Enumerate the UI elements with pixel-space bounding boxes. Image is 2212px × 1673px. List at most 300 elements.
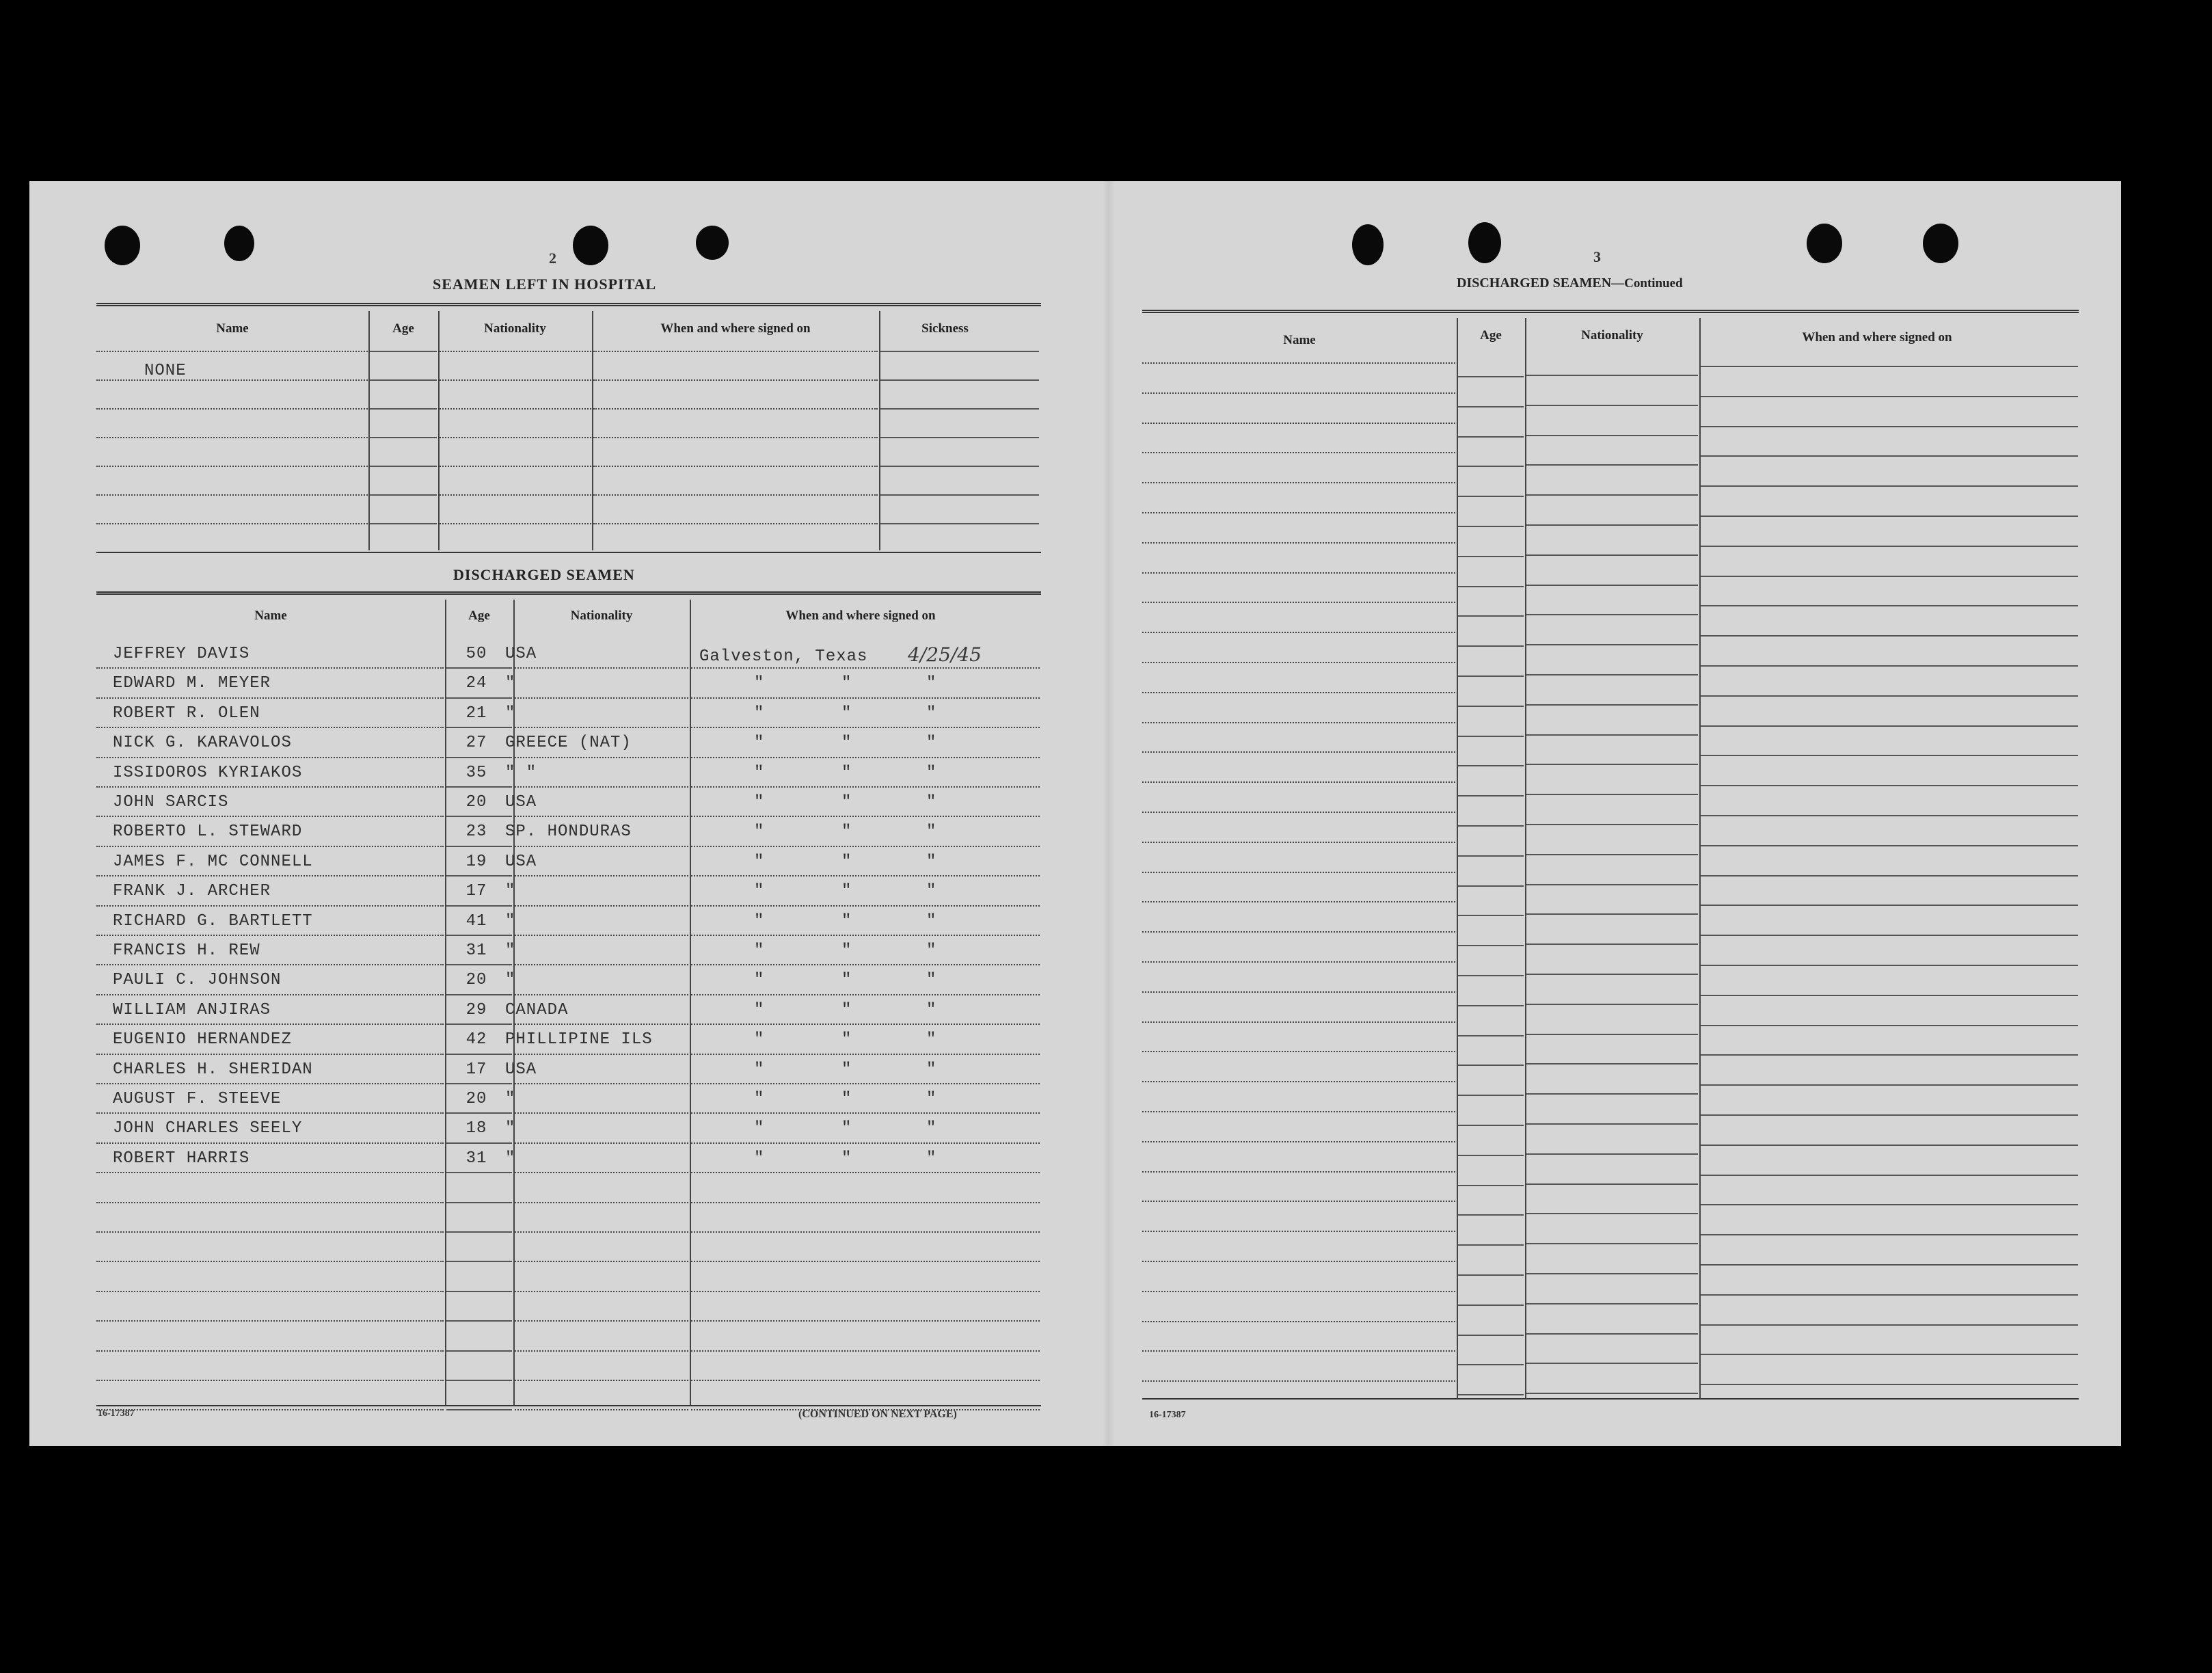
seaman-name: ROBERTO L. STEWARD (113, 822, 303, 841)
discharged-row-line (96, 1112, 444, 1114)
seaman-nationality: " (505, 971, 516, 989)
signed-on-ditto: " (754, 1090, 765, 1108)
signed-on-ditto: " (841, 1090, 852, 1108)
hospital-row-line (96, 494, 368, 496)
punch-hole (696, 226, 729, 260)
signed-on-ditto: " (926, 822, 937, 841)
right-col-age: Age (1480, 328, 1502, 343)
discharged-row-line (446, 757, 512, 758)
right-row-line (1458, 1095, 1524, 1096)
first-signed-on-date: 4/25/45 (908, 643, 982, 666)
discharged-col-age: Age (468, 608, 490, 623)
continued-note: (CONTINUED ON NEXT PAGE) (798, 1408, 957, 1420)
right-row-line (1142, 1261, 1455, 1262)
right-row-line (1142, 602, 1455, 603)
hospital-col-signed-on: When and where signed on (660, 321, 811, 336)
discharged-row-line (96, 727, 444, 728)
right-row-line (1526, 674, 1698, 675)
right-row-line (1701, 1025, 2078, 1026)
seaman-name: JOHN CHARLES SEELY (113, 1119, 303, 1138)
right-row-line (1701, 1354, 2078, 1355)
signed-on-ditto: " (841, 853, 852, 871)
hospital-col-sickness: Sickness (921, 321, 969, 336)
right-row-line (1458, 556, 1524, 557)
right-col-divider (1699, 318, 1701, 1398)
right-row-line (1142, 692, 1455, 693)
right-row-line (1526, 644, 1698, 645)
signed-on-ditto: " (754, 912, 765, 931)
signed-on-ditto: " (754, 882, 765, 900)
signed-on-ditto: " (926, 912, 937, 931)
signed-on-ditto: " (841, 882, 852, 900)
discharged-row-line (691, 1320, 1040, 1322)
seaman-nationality: GREECE (NAT) (505, 734, 632, 752)
right-row-line (1458, 1125, 1524, 1126)
right-row-line (1526, 464, 1698, 466)
right-row-line (1701, 695, 2078, 697)
discharged-row-line (446, 846, 512, 847)
discharged-row-line (446, 1320, 512, 1322)
seaman-age: 20 (466, 793, 487, 812)
hospital-entry: NONE (144, 362, 187, 380)
hospital-row-line (440, 494, 591, 496)
punch-hole (1807, 224, 1842, 263)
discharged-row-line (691, 1023, 1040, 1025)
discharged-row-line (96, 994, 444, 995)
discharged-row-line (96, 964, 444, 965)
hospital-col-age: Age (392, 321, 414, 336)
discharged-col-signed-on: When and where signed on (785, 608, 936, 623)
seaman-age: 24 (466, 674, 487, 693)
seaman-name: JOHN SARCIS (113, 793, 229, 812)
discharged-row-line (446, 964, 512, 965)
signed-on-ditto: " (926, 1119, 937, 1138)
right-row-line (1701, 396, 2078, 397)
hospital-row-line (96, 437, 368, 438)
hospital-bottom-rule (96, 552, 1041, 553)
right-row-line (1701, 995, 2078, 996)
discharged-row-line (446, 697, 512, 699)
signed-on-ditto: " (841, 971, 852, 989)
right-row-line (1142, 961, 1455, 963)
right-row-line (1701, 785, 2078, 786)
signed-on-ditto: " (754, 822, 765, 841)
right-row-line (1142, 632, 1455, 633)
right-row-line (1142, 482, 1455, 483)
page-number: 3 (1593, 248, 1601, 265)
signed-on-ditto: " (754, 704, 765, 723)
discharged-row-line (515, 1231, 688, 1233)
right-row-line (1526, 1333, 1698, 1335)
right-row-line (1526, 614, 1698, 615)
discharged-row-line (515, 875, 688, 876)
right-row-line (1701, 965, 2078, 966)
right-col-divider (1457, 318, 1458, 1398)
signed-on-ditto: " (926, 1060, 937, 1079)
seaman-age: 20 (466, 1090, 487, 1108)
seaman-age: 19 (466, 853, 487, 871)
hospital-row-line (593, 379, 878, 381)
discharged-row-line (515, 1350, 688, 1352)
signed-on-ditto: " (754, 1030, 765, 1049)
right-bottom-rule (1142, 1398, 2079, 1400)
right-row-line (1142, 423, 1455, 424)
hospital-row-line (593, 351, 878, 352)
seaman-name: PAULI C. JOHNSON (113, 971, 282, 989)
right-row-line (1458, 586, 1524, 587)
right-row-line (1526, 764, 1698, 765)
seaman-name: WILLIAM ANJIRAS (113, 1001, 271, 1019)
seaman-name: FRANK J. ARCHER (113, 882, 271, 900)
discharged-row-line (96, 1291, 444, 1292)
hospital-row-line (370, 379, 437, 381)
right-row-line (1701, 605, 2078, 606)
discharged-row-line (96, 846, 444, 847)
page-number: 2 (549, 250, 556, 267)
right-row-line (1458, 496, 1524, 497)
right-row-line (1458, 615, 1524, 617)
signed-on-ditto: " (926, 882, 937, 900)
discharged-col-divider (513, 600, 515, 1405)
signed-on-ditto: " (841, 704, 852, 723)
right-row-line (1526, 1123, 1698, 1125)
discharged-row-line (446, 875, 512, 876)
discharged-row-line (691, 727, 1040, 728)
right-row-line (1142, 1291, 1455, 1292)
hospital-col-divider (368, 311, 370, 550)
signed-on-ditto: " (754, 764, 765, 782)
right-row-line (1142, 722, 1455, 723)
right-row-line (1142, 872, 1455, 873)
right-row-line (1458, 1155, 1524, 1156)
discharged-row-line (515, 816, 688, 817)
discharged-col-divider (690, 600, 691, 1405)
right-row-line (1701, 935, 2078, 936)
signed-on-ditto: " (841, 674, 852, 693)
signed-on-ditto: " (754, 674, 765, 693)
discharged-row-line (446, 1291, 512, 1292)
signed-on-ditto: " (841, 912, 852, 931)
hospital-row-line (370, 437, 437, 438)
right-row-line (1458, 376, 1524, 377)
right-row-line (1458, 526, 1524, 527)
discharged-row-line (446, 994, 512, 995)
right-row-line (1701, 1294, 2078, 1296)
seaman-age: 31 (466, 1149, 487, 1168)
right-row-line (1458, 975, 1524, 976)
right-row-line (1701, 1145, 2078, 1146)
signed-on-ditto: " (926, 941, 937, 960)
signed-on-ditto: " (841, 1119, 852, 1138)
right-row-line (1458, 406, 1524, 407)
right-row-line (1458, 706, 1524, 707)
right-row-line (1458, 1005, 1524, 1006)
discharged-row-line (96, 1350, 444, 1352)
discharged-row-line (691, 1142, 1040, 1144)
right-row-line (1142, 1201, 1455, 1202)
right-row-line (1458, 1364, 1524, 1365)
signed-on-ditto: " (754, 793, 765, 812)
discharged-row-line (691, 964, 1040, 965)
seaman-name: JAMES F. MC CONNELL (113, 853, 313, 871)
document-sheet (29, 181, 2121, 1446)
right-top-rule (1142, 310, 2079, 313)
discharged-row-line (515, 1083, 688, 1084)
signed-on-ditto: " (841, 793, 852, 812)
right-row-line (1142, 542, 1455, 544)
right-row-line (1142, 452, 1455, 453)
right-row-line (1142, 1171, 1455, 1173)
right-row-line (1142, 512, 1455, 513)
signed-on-ditto: " (754, 1001, 765, 1019)
right-heading (1457, 276, 1683, 291)
discharged-row-line (446, 1350, 512, 1352)
right-row-line (1526, 734, 1698, 736)
seaman-name: CHARLES H. SHERIDAN (113, 1060, 313, 1079)
right-row-line (1458, 945, 1524, 946)
discharged-row-line (96, 875, 444, 876)
discharged-row-line (691, 757, 1040, 758)
signed-on-ditto: " (926, 793, 937, 812)
discharged-row-line (446, 905, 512, 907)
discharged-row-line (691, 994, 1040, 995)
discharged-row-line (691, 1291, 1040, 1292)
right-row-line (1458, 645, 1524, 647)
discharged-row-line (446, 1023, 512, 1025)
right-row-line (1526, 794, 1698, 795)
right-row-line (1142, 991, 1455, 993)
discharged-row-line (515, 786, 688, 788)
hospital-row-line (880, 379, 1039, 381)
seaman-nationality: " (505, 674, 516, 693)
right-row-line (1458, 466, 1524, 467)
signed-on-ditto: " (754, 734, 765, 752)
hospital-row-line (880, 437, 1039, 438)
right-row-line (1526, 1243, 1698, 1244)
seaman-name: NICK G. KARAVOLOS (113, 734, 292, 752)
seaman-name: ISSIDOROS KYRIAKOS (113, 764, 303, 782)
hospital-row-line (370, 494, 437, 496)
seaman-age: 27 (466, 734, 487, 752)
discharged-row-line (515, 905, 688, 907)
hospital-row-line (880, 351, 1039, 352)
hospital-heading: SEAMEN LEFT IN HOSPITAL (433, 276, 657, 293)
right-col-nationality: Nationality (1581, 328, 1643, 343)
hospital-col-nationality: Nationality (484, 321, 546, 336)
seaman-nationality: " " (505, 764, 537, 782)
right-row-line (1458, 915, 1524, 916)
seaman-age: 17 (466, 1060, 487, 1079)
discharged-row-line (515, 1202, 688, 1203)
discharged-row-line (691, 786, 1040, 788)
hospital-row-line (440, 379, 591, 381)
signed-on-ditto: " (926, 1090, 937, 1108)
seaman-nationality: " (505, 912, 516, 931)
right-row-line (1142, 1231, 1455, 1232)
hospital-row-line (96, 523, 368, 524)
hospital-row-line (593, 466, 878, 467)
right-row-line (1458, 885, 1524, 887)
right-row-line (1701, 755, 2078, 756)
discharged-row-line (446, 1231, 512, 1233)
discharged-row-line (446, 1202, 512, 1203)
seaman-nationality: PHILLIPINE ILS (505, 1030, 653, 1049)
signed-on-ditto: " (754, 1060, 765, 1079)
discharged-row-line (515, 1380, 688, 1381)
right-row-line (1701, 576, 2078, 577)
discharged-row-line (96, 1320, 444, 1322)
signed-on-ditto: " (841, 1001, 852, 1019)
discharged-row-line (691, 1083, 1040, 1084)
discharged-row-line (691, 1054, 1040, 1055)
seaman-nationality: CANADA (505, 1001, 569, 1019)
right-row-line (1142, 362, 1455, 364)
signed-on-ditto: " (754, 941, 765, 960)
hospital-row-line (440, 437, 591, 438)
signed-on-ditto: " (841, 1030, 852, 1049)
right-row-line (1142, 1111, 1455, 1112)
discharged-row-line (96, 1142, 444, 1144)
discharged-row-line (515, 1142, 688, 1144)
seaman-age: 17 (466, 882, 487, 900)
hospital-row-line (593, 523, 878, 524)
signed-on-ditto: " (754, 1119, 765, 1138)
discharged-row-line (691, 875, 1040, 876)
right-row-line (1458, 1394, 1524, 1395)
discharged-row-line (446, 727, 512, 728)
signed-on-ditto: " (841, 764, 852, 782)
discharged-row-line (515, 964, 688, 965)
right-row-line (1458, 795, 1524, 797)
discharged-row-line (96, 1409, 444, 1410)
hospital-row-line (96, 379, 368, 381)
right-row-line (1526, 1393, 1698, 1394)
right-row-line (1458, 1035, 1524, 1036)
discharged-row-line (446, 1083, 512, 1084)
discharged-row-line (446, 1261, 512, 1262)
discharged-row-line (446, 935, 512, 936)
right-row-line (1701, 635, 2078, 637)
signed-on-ditto: " (926, 764, 937, 782)
right-row-line (1526, 824, 1698, 825)
discharged-row-line (515, 1320, 688, 1322)
right-row-line (1458, 436, 1524, 438)
signed-on-ditto: " (926, 853, 937, 871)
right-col-divider (1525, 318, 1526, 1398)
right-row-line (1701, 485, 2078, 487)
hospital-row-line (880, 523, 1039, 524)
right-row-line (1458, 1244, 1524, 1246)
discharged-row-line (96, 1023, 444, 1025)
right-row-line (1526, 1153, 1698, 1155)
seaman-nationality: " (505, 704, 516, 723)
discharged-row-line (515, 935, 688, 936)
discharged-row-line (691, 905, 1040, 907)
discharged-row-line (515, 1054, 688, 1055)
seaman-nationality: SP. HONDURAS (505, 822, 632, 841)
signed-on-ditto: " (841, 1149, 852, 1168)
discharged-row-line (691, 697, 1040, 699)
right-row-line (1142, 812, 1455, 813)
seaman-nationality: " (505, 1149, 516, 1168)
signed-on-ditto: " (926, 674, 937, 693)
hospital-row-line (96, 408, 368, 410)
discharged-heading: DISCHARGED SEAMEN (453, 566, 635, 583)
hospital-row-line (370, 466, 437, 467)
discharged-row-line (515, 1112, 688, 1114)
right-row-line (1701, 1264, 2078, 1266)
right-row-line (1526, 1303, 1698, 1304)
right-row-line (1701, 1324, 2078, 1326)
seaman-name: ROBERT HARRIS (113, 1149, 250, 1168)
discharged-row-line (96, 1172, 444, 1173)
signed-on-ditto: " (754, 853, 765, 871)
signed-on-ditto: " (926, 1030, 937, 1049)
right-row-line (1142, 1321, 1455, 1322)
right-row-line (1526, 554, 1698, 556)
discharged-row-line (515, 697, 688, 699)
right-row-line (1526, 524, 1698, 526)
seaman-name: RICHARD G. BARTLETT (113, 912, 313, 931)
discharged-row-line (96, 786, 444, 788)
right-row-line (1526, 585, 1698, 586)
right-row-line (1458, 855, 1524, 857)
hospital-col-name: Name (216, 321, 249, 336)
discharged-col-nationality: Nationality (570, 608, 633, 623)
discharged-row-line (446, 1112, 512, 1114)
seaman-age: 18 (466, 1119, 487, 1138)
discharged-row-line (691, 1172, 1040, 1173)
discharged-row-line (96, 1380, 444, 1381)
right-row-line (1142, 1081, 1455, 1082)
seaman-nationality: USA (505, 853, 537, 871)
hospital-row-line (96, 351, 368, 352)
signed-on-ditto: " (754, 1149, 765, 1168)
seaman-age: 41 (466, 912, 487, 931)
right-row-line (1142, 931, 1455, 933)
signed-on-ditto: " (841, 822, 852, 841)
discharged-bottom-rule (96, 1405, 1041, 1406)
form-number: 16-17387 (1149, 1410, 1186, 1420)
right-row-line (1701, 905, 2078, 906)
discharged-row-line (691, 935, 1040, 936)
right-row-line (1458, 765, 1524, 766)
discharged-row-line (515, 727, 688, 728)
seaman-name: ROBERT R. OLEN (113, 704, 260, 723)
discharged-row-line (96, 757, 444, 758)
right-row-line (1701, 875, 2078, 876)
seaman-nationality: " (505, 941, 516, 960)
discharged-row-line (446, 1054, 512, 1055)
right-row-line (1526, 884, 1698, 885)
right-row-line (1526, 405, 1698, 406)
right-row-line (1142, 662, 1455, 663)
signed-on-ditto: " (926, 1149, 937, 1168)
right-row-line (1701, 725, 2078, 727)
hospital-row-line (440, 351, 591, 352)
seaman-nationality: " (505, 1090, 516, 1108)
seaman-age: 35 (466, 764, 487, 782)
right-row-line (1701, 1384, 2078, 1385)
discharged-row-line (96, 1202, 444, 1203)
hospital-row-line (593, 408, 878, 410)
seaman-nationality: " (505, 882, 516, 900)
discharged-row-line (96, 1054, 444, 1055)
right-row-line (1526, 854, 1698, 855)
right-row-line (1701, 1114, 2078, 1116)
seaman-age: 23 (466, 822, 487, 841)
right-row-line (1701, 426, 2078, 427)
